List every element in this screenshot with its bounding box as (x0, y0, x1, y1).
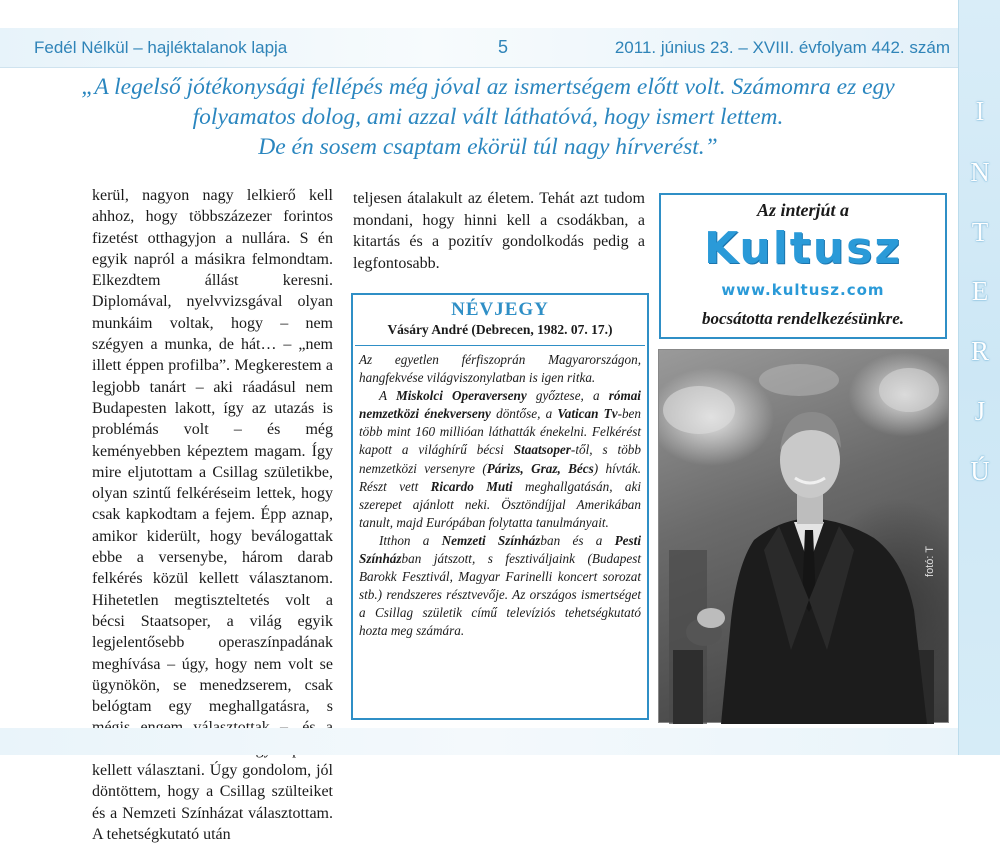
bio-paragraph: Itthon a Nemzeti Színházban és a Pesti Színházban játszott, s fesztiváljaink (Budapest Barokk Fesztivál, Magyar Farinelli koncert sorozat stb.) rendszeres résztvevője. Az országos ismertséget a Csillag születik című televíziós tehetségkutató hozta meg számára. (359, 532, 641, 639)
side-letter: E (971, 276, 989, 306)
publication-name: Fedél Nélkül – hajléktalanok lapja (34, 38, 288, 57)
side-letter: N (970, 157, 990, 187)
issue-info: 2011. június 23. – XVIII. évfolyam 442. szám (614, 38, 950, 57)
article-column-2 (353, 188, 645, 274)
bio-box-body (359, 351, 641, 641)
page-number: 5 (498, 37, 509, 57)
photo-credit: fotó: T (924, 546, 936, 577)
section-side-label (958, 0, 1000, 755)
portrait-photo (658, 349, 949, 723)
article-paragraph: kerül, nagyon nagy lelkierő kell ahhoz, hogy többszázezer forintos fizetést otthagyjon a nullára. S én egyik napról a másikra felmondtam. Elkezdtem állást keresni. Diplomával, nyelvvizsgával olyan munkáim voltak, hogy – nem szégyen a munka, de hát… – „nem illett éppen profilba”. Megkerestem a legjobb tanárt – aki ráadásul nem Budapesten lakott, így az utazás is problémás volt – és még keményebben képeztem magam. Így mire eljutottam a Csillag születikbe, olyan szintű felkéréseim lettek, hogy csak kapkodtam a fejem. Épp aznap, amikor kiderült, hogy beválogattak ebbe a versenybe, három darab felkérés közül kellett választanom. Hihetetlen megtiszteltetés volt a bécsi Staatsoper, a világ egyik legjelentősebb operaszínpadának meghívása – úgy, hogy nem volt se ügynökön, se menedzserem, csak belógtam egy meghallgatásra, s kellett választani. Úgy gondolom, jól döntöttem, hogy a Csillag szülteiket és a Nemzeti Színházat választottam. A tehetségkutató után (92, 187, 333, 843)
pull-quote (30, 72, 946, 162)
page-header (0, 28, 958, 68)
bio-box-divider (355, 345, 645, 346)
kultusz-url[interactable]: www.kultusz.com (721, 281, 885, 299)
credit-intro: Az interjút a (756, 200, 850, 220)
bio-paragraph: A Miskolci Operaverseny győztese, a római nemzetközi énekverseny döntőse, a Vatican Tv-ben több mint 160 millióan láthatták énekelni. Felkérést kapott a világhírű bécsi Staatsoper-től, s több nemzetközi versenyre (Párizs, Graz, Bécs) hívták. Részt vett Ricardo Muti meghallgatásán, aki szerepet ajánlott neki. Ösztöndíjjal Amerikában tanult, majd Európában folytatta tanulmányait. (359, 388, 641, 530)
kultusz-logo: Kultusz (704, 223, 902, 274)
article-paragraph: teljesen átalakult az életem. Tehát azt tudom mondani, hogy hinni kell a csodákban, a kitartás és a pozitív gondolkodás pedig a legfontosabb. (353, 190, 645, 272)
side-letter: J (974, 396, 986, 426)
credit-outro: bocsátotta rendelkezésünkre. (701, 309, 905, 328)
side-letter: I (975, 96, 985, 126)
bio-box-subtitle: Vásáry André (Debrecen, 1982. 07. 17.) (387, 322, 613, 337)
bio-paragraph: Az egyetlen férfiszoprán Magyarországon, hangfekvése világviszonylatban is igen ritka. (359, 352, 641, 386)
pull-quote-line: folyamatos dolog, ami azzal vált láthatóvá, hogy ismert lettem. (192, 104, 784, 130)
kultusz-credit-box (659, 193, 947, 339)
pull-quote-line: „A legelső jótékonysági fellépés még jóval az ismertségem előtt volt. Számomra ez egy (81, 74, 895, 100)
side-letter: T (971, 217, 989, 247)
bottom-strip (0, 728, 958, 755)
side-letter: R (970, 336, 989, 366)
bio-box-title: NÉVJEGY (451, 299, 549, 320)
pull-quote-line: De én sosem csaptam ekörül túl nagy hírverést.” (258, 134, 718, 160)
bio-box (351, 293, 649, 720)
portrait-illustration (659, 350, 950, 724)
side-letter: Ú (970, 456, 990, 486)
